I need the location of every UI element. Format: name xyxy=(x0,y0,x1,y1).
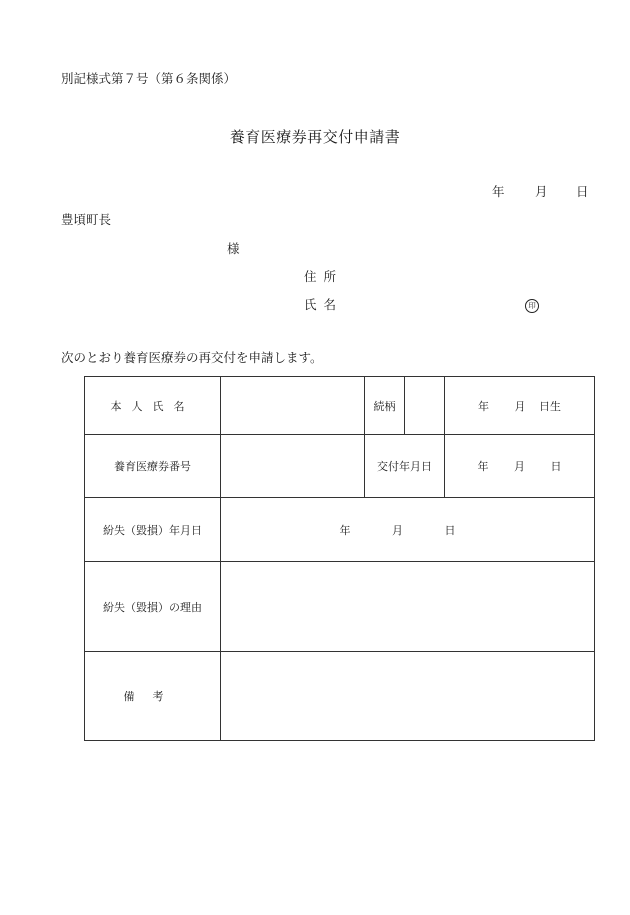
applicant-address-label: 住所 xyxy=(304,269,344,284)
field-certificate-number[interactable] xyxy=(221,435,365,498)
loss-month-label: 月 xyxy=(392,523,403,537)
row-certificate-number xyxy=(85,435,595,498)
form-reference: 別記様式第７号（第６条関係） xyxy=(61,71,237,86)
date-year-label: 年 xyxy=(492,184,505,199)
issue-month-label: 月 xyxy=(514,460,525,473)
seal-mark: 印 xyxy=(525,299,539,313)
issue-year-label: 年 xyxy=(477,460,489,473)
birth-day-label: 日生 xyxy=(539,399,561,413)
field-applicant-name[interactable] xyxy=(221,377,365,435)
label-loss-reason: 紛失（毀損）の理由 xyxy=(85,562,221,652)
field-loss-reason[interactable] xyxy=(221,562,595,652)
label-relation: 続柄 xyxy=(365,377,405,435)
label-issue-date: 交付年月日 xyxy=(365,435,445,498)
row-applicant-name xyxy=(85,377,595,435)
label-applicant-name: 本人氏名 xyxy=(85,377,221,435)
row-loss-date xyxy=(85,498,595,562)
label-certificate-number: 養育医療券番号 xyxy=(85,435,221,498)
field-birthdate[interactable] xyxy=(445,377,595,435)
applicant-name-label: 氏名 xyxy=(304,297,344,312)
loss-year-label: 年 xyxy=(339,523,351,537)
loss-day-label: 日 xyxy=(444,523,456,537)
field-issue-date[interactable] xyxy=(445,435,595,498)
birth-year-label: 年 xyxy=(478,399,489,413)
intro-text: 次のとおり養育医療券の再交付を申請します。 xyxy=(61,350,323,365)
addressee: 豊頃町長 xyxy=(61,212,112,227)
field-remarks[interactable] xyxy=(221,652,595,741)
field-relation[interactable] xyxy=(405,377,445,435)
label-loss-date: 紛失（毀損）年月日 xyxy=(85,498,221,562)
row-remarks xyxy=(85,652,595,741)
application-table xyxy=(84,376,595,741)
document-title: 養育医療券再交付申請書 xyxy=(229,128,401,146)
date-day-label: 日 xyxy=(576,184,589,199)
birth-month-label: 月 xyxy=(514,399,526,413)
row-loss-reason xyxy=(85,562,595,652)
label-remarks: 備考 xyxy=(85,652,221,741)
issue-day-label: 日 xyxy=(550,460,562,473)
honorific: 様 xyxy=(227,241,240,256)
field-loss-date[interactable] xyxy=(221,498,595,562)
date-month-label: 月 xyxy=(535,184,548,199)
